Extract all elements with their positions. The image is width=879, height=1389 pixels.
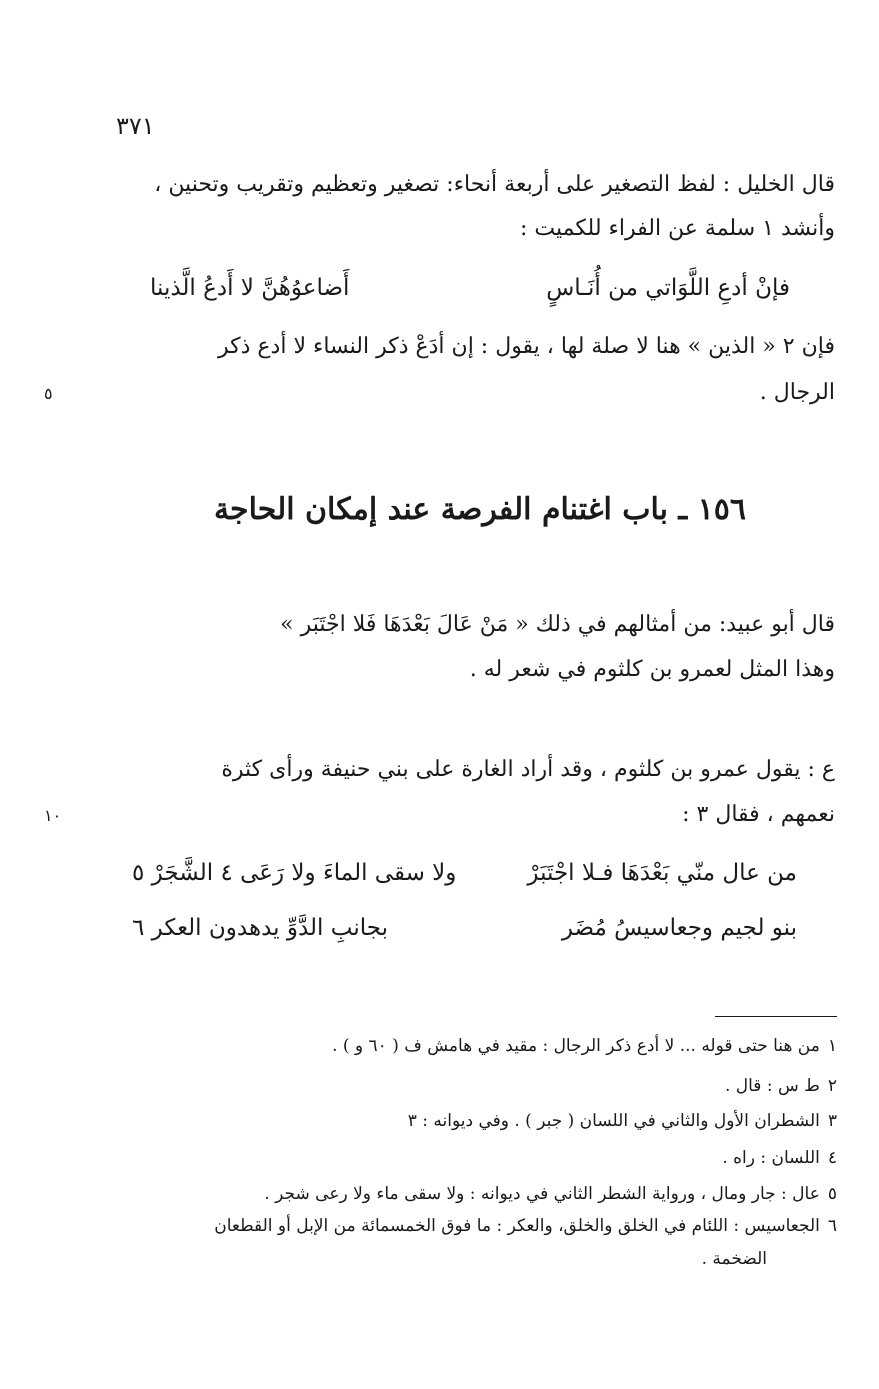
verse-1-second-hemistich: أَضاعوُهُنَّ لا أَدعُ الَّذينا (150, 275, 350, 301)
footnote-separator (715, 1016, 837, 1017)
verse-3-first-hemistich: بنو لجيم وجعاسيسُ مُضَر (561, 915, 797, 941)
footnote-2 (725, 1076, 837, 1096)
note-line-2: الرجال . (759, 380, 835, 405)
footnote-text: الشطران الأول والثاني في اللسان ( جبر ) . وفي ديوانه : ٣ (407, 1111, 820, 1131)
commentary-line-1: ع : يقول عمرو بن كلثوم ، وقد أراد الغارة على بني حنيفة ورأى كثرة (221, 757, 835, 782)
footnote-text: من هنا حتى قوله ... لا أدع ذكر الرجال : مقيد في هامش ف ( ٦٠ و ) . (332, 1036, 820, 1056)
verse-2 (132, 860, 797, 892)
footnote-5 (264, 1184, 837, 1204)
intro-line-1: قال الخليل : لفظ التصغير على أربعة أنحاء: تصغير وتعظيم وتقريب وتحنين ، (154, 172, 835, 197)
verse-3-second-hemistich: بجانبِ الدَّوِّ يدهدون العكر ٦ (132, 915, 388, 941)
intro-line-2: وأنشد ١ سلمة عن الفراء للكميت : (520, 216, 835, 241)
verse-1-first-hemistich: فإنْ أدعِ اللَّوَاتي من أُنَـاسٍ (546, 275, 790, 301)
footnote-number: ٢ (827, 1076, 837, 1096)
footnote-3 (408, 1111, 837, 1131)
verse-2-first-hemistich: من عال منّي بَعْدَهَا فـلا اجْتَبَرْ (527, 860, 797, 886)
verse-1 (150, 275, 790, 307)
footnote-4 (722, 1148, 837, 1168)
verse-3 (132, 915, 797, 947)
line-number-5: ٥ (44, 384, 53, 403)
footnote-1 (332, 1036, 837, 1056)
footnote-number: ٣ (827, 1111, 837, 1131)
proverb-line-1: قال أبو عبيد: من أمثالهم في ذلك « مَنْ عَالَ بَعْدَهَا فَلا اجْتَبَر » (280, 612, 835, 637)
proverb-line-2: وهذا المثل لعمرو بن كلثوم في شعر له . (469, 657, 835, 682)
footnote-text: الضخمة . (701, 1249, 767, 1269)
commentary-line-2: نعمهم ، فقال ٣ : (682, 802, 835, 827)
footnote-text: ط س : قال . (724, 1076, 820, 1096)
line-number-10: ١٠ (44, 806, 62, 825)
note-line-1: فإن ٢ « الذين » هنا لا صلة لها ، يقول : إن أدَعْ ذكر النساء لا أدع ذكر (218, 334, 835, 359)
section-heading: ١٥٦ ـ باب اغتنام الفرصة عند إمكان الحاجة (213, 492, 747, 527)
footnote-number: ٤ (827, 1148, 837, 1168)
footnote-6 (214, 1216, 837, 1236)
footnote-number: ٥ (827, 1184, 837, 1204)
page-number: ٣٧١ (116, 112, 155, 140)
footnote-number: ١ (827, 1036, 837, 1056)
footnote-6-continuation (702, 1249, 767, 1269)
footnote-text: الجعاسيس : اللئام في الخلق والخلق، والعكر : ما فوق الخمسمائة من الإبل أو القطعان (214, 1216, 820, 1236)
footnote-text: اللسان : راه . (722, 1148, 820, 1168)
verse-2-second-hemistich: ولا سقى الماءَ ولا رَعَى ٤ الشَّجَرْ ٥ (132, 860, 457, 886)
footnote-number: ٦ (827, 1216, 837, 1236)
footnote-text: عال : جار ومال ، ورواية الشطر الثاني في ديوانه : ولا سقى ماء ولا رعى شجر . (264, 1184, 820, 1204)
